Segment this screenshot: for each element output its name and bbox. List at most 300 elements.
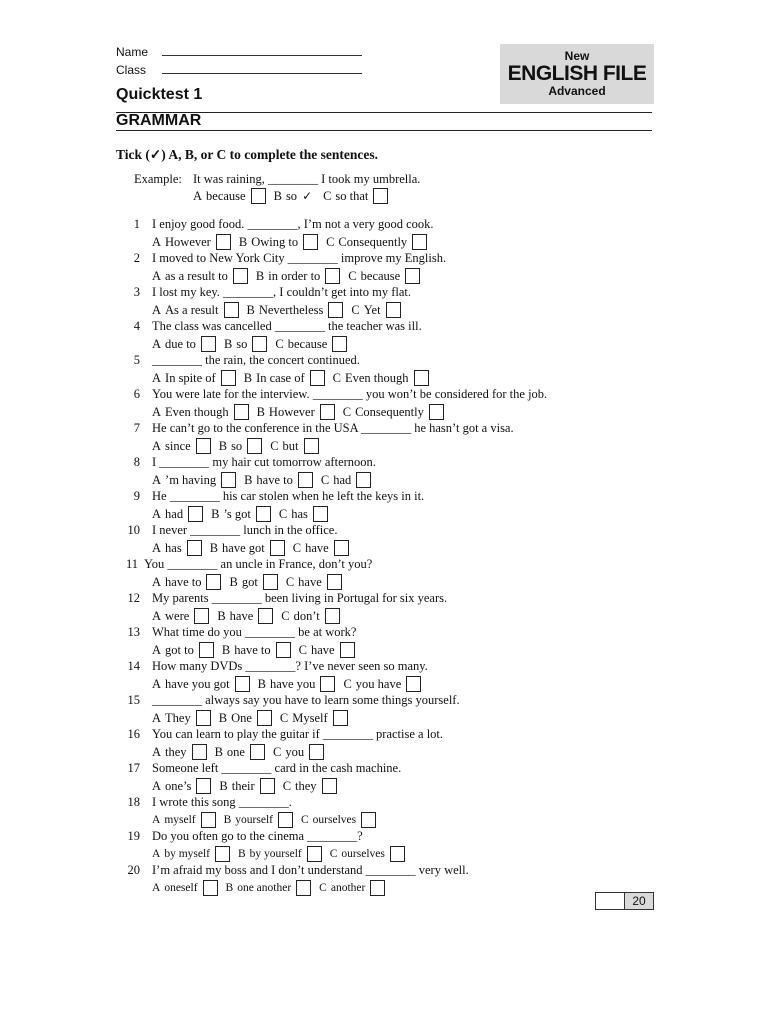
- score-box: [595, 892, 654, 910]
- answer-checkbox[interactable]: [327, 574, 342, 590]
- answer-checkbox[interactable]: [187, 540, 202, 556]
- question-number: 2: [133, 251, 140, 265]
- option-letter: B: [257, 676, 266, 691]
- answer-option[interactable]: [152, 404, 249, 420]
- example-options: [193, 188, 396, 204]
- question-options: [152, 336, 355, 352]
- answer-checkbox[interactable]: [373, 188, 388, 204]
- answer-option[interactable]: [224, 812, 293, 828]
- question-text: I wrote this song ________.: [152, 795, 292, 809]
- question: [0, 523, 768, 540]
- answer-checkbox[interactable]: [270, 540, 285, 556]
- answer-option[interactable]: [348, 268, 420, 284]
- option-letter: C: [279, 710, 289, 725]
- question-text: The class was cancelled ________ the teacher was ill.: [152, 319, 422, 333]
- question: [0, 761, 768, 778]
- option-letter: A: [152, 882, 161, 894]
- answer-option[interactable]: [274, 189, 315, 204]
- option-text: has: [291, 506, 308, 521]
- question-text: You ________ an uncle in France, don’t you?: [144, 557, 373, 571]
- question: [0, 625, 768, 642]
- logo-line-new: New: [564, 49, 590, 63]
- question-options: [152, 608, 348, 624]
- answer-option[interactable]: [330, 846, 405, 862]
- answer-option[interactable]: [215, 744, 265, 760]
- option-letter: C: [329, 848, 338, 860]
- option-letter: A: [152, 814, 161, 826]
- answer-option[interactable]: [152, 438, 211, 454]
- option-text: In spite of: [165, 370, 216, 385]
- answer-checkbox[interactable]: [215, 846, 230, 862]
- option-letter: A: [152, 848, 161, 860]
- option-letter: C: [272, 744, 282, 759]
- option-letter: B: [217, 608, 226, 623]
- answer-checkbox[interactable]: [233, 268, 248, 284]
- question-number: 12: [127, 591, 140, 605]
- option-text: yourself: [235, 814, 273, 826]
- answer-option[interactable]: [152, 268, 248, 284]
- answer-option[interactable]: [219, 438, 262, 454]
- option-text: have: [305, 540, 329, 555]
- option-letter: C: [348, 268, 357, 283]
- answer-checkbox[interactable]: [390, 846, 405, 862]
- answer-checkbox[interactable]: [257, 710, 272, 726]
- option-text: so: [285, 188, 298, 203]
- question: [0, 319, 768, 336]
- question-text: My parents ________ been living in Portugal for six years.: [152, 591, 448, 605]
- question-options: [152, 880, 393, 896]
- option-text: They: [165, 710, 191, 725]
- answer-option[interactable]: [281, 608, 340, 624]
- option-text: In case of: [256, 370, 305, 385]
- answer-option[interactable]: [299, 642, 355, 658]
- answer-option[interactable]: [238, 846, 322, 862]
- answer-checkbox[interactable]: [309, 744, 324, 760]
- answer-option[interactable]: [280, 710, 348, 726]
- option-text: because: [206, 188, 246, 203]
- option-letter: B: [218, 710, 228, 725]
- option-letter: A: [193, 188, 203, 203]
- option-text: one: [226, 744, 245, 759]
- option-text: One: [231, 710, 252, 725]
- answer-option[interactable]: [219, 778, 274, 794]
- option-letter: B: [218, 438, 228, 453]
- question: [0, 489, 768, 506]
- answer-option[interactable]: [333, 370, 429, 386]
- instruction-after: ) A, B, or C to complete the sentences.: [161, 147, 379, 162]
- option-text: so that: [335, 188, 369, 203]
- option-letter: B: [256, 404, 265, 419]
- option-text: ’m having: [165, 472, 217, 487]
- answer-checkbox[interactable]: [320, 404, 335, 420]
- option-letter: B: [238, 234, 248, 249]
- answer-option[interactable]: [224, 336, 267, 352]
- answer-option[interactable]: [152, 846, 230, 862]
- answer-option[interactable]: [256, 268, 340, 284]
- answer-option[interactable]: [152, 608, 209, 624]
- answer-checkbox[interactable]: [356, 472, 371, 488]
- option-letter: B: [229, 574, 238, 589]
- answer-checkbox[interactable]: [196, 778, 211, 794]
- answer-option[interactable]: [273, 744, 324, 760]
- question: [0, 353, 768, 370]
- option-text: have got: [222, 540, 265, 555]
- answer-option[interactable]: [229, 574, 277, 590]
- question-number: 8: [133, 455, 140, 469]
- option-letter: C: [320, 472, 330, 487]
- answer-checkbox[interactable]: [206, 574, 221, 590]
- option-letter: C: [285, 574, 295, 589]
- option-letter: A: [152, 676, 162, 691]
- answer-option[interactable]: [343, 676, 421, 692]
- option-letter: A: [152, 608, 162, 623]
- answer-checkbox[interactable]: [224, 302, 239, 318]
- option-text: because: [287, 336, 328, 351]
- score-input[interactable]: [596, 893, 625, 909]
- answer-option[interactable]: [326, 234, 427, 250]
- answer-option[interactable]: [283, 778, 337, 794]
- answer-option[interactable]: [257, 404, 335, 420]
- answer-option[interactable]: [270, 438, 318, 454]
- answer-option[interactable]: [152, 336, 216, 352]
- answer-checkbox[interactable]: [322, 778, 337, 794]
- question-number: 10: [127, 523, 140, 537]
- class-label: Class: [116, 63, 147, 77]
- answer-option[interactable]: [343, 404, 444, 420]
- answer-option[interactable]: [286, 574, 342, 590]
- answer-option[interactable]: [152, 472, 236, 488]
- answer-checkbox[interactable]: [203, 880, 218, 896]
- answer-checkbox[interactable]: [298, 472, 313, 488]
- option-text: Consequently: [355, 404, 424, 419]
- question-text: Someone left ________ card in the cash machine.: [152, 761, 402, 775]
- question-number: 7: [133, 421, 140, 435]
- answer-option[interactable]: [152, 540, 202, 556]
- answer-checkbox[interactable]: [405, 268, 420, 284]
- option-letter: B: [223, 336, 233, 351]
- section-heading: GRAMMAR: [116, 112, 202, 129]
- option-letter: C: [281, 608, 290, 623]
- question-text: You were late for the interview. ________ you won’t be considered for the job.: [152, 387, 548, 401]
- question: [0, 693, 768, 710]
- question: [0, 863, 768, 880]
- question-text: ________ the rain, the concert continued.: [152, 353, 360, 367]
- answer-checkbox[interactable]: [414, 370, 429, 386]
- option-letter: C: [351, 302, 360, 317]
- answer-checkbox[interactable]: [258, 608, 273, 624]
- answer-checkbox[interactable]: [406, 676, 421, 692]
- answer-checkbox[interactable]: [313, 506, 328, 522]
- tick-icon: ✓: [149, 147, 162, 162]
- question-options: [152, 744, 332, 760]
- option-letter: B: [246, 302, 255, 317]
- answer-option[interactable]: [193, 188, 266, 204]
- question: [0, 455, 768, 472]
- option-text: have: [229, 608, 254, 623]
- option-letter: A: [152, 302, 162, 317]
- answer-option[interactable]: [152, 302, 239, 318]
- question: [0, 727, 768, 744]
- option-letter: C: [300, 814, 309, 826]
- question: [0, 387, 768, 404]
- option-text: since: [165, 438, 191, 453]
- question-options: [152, 710, 356, 726]
- option-text: by myself: [164, 848, 210, 860]
- option-letter: C: [323, 188, 332, 203]
- option-letter: C: [319, 882, 327, 894]
- answer-checkbox[interactable]: [386, 302, 401, 318]
- answer-option[interactable]: [152, 812, 216, 828]
- answer-option[interactable]: [152, 370, 236, 386]
- answer-option[interactable]: [319, 880, 385, 896]
- answer-checkbox[interactable]: [260, 778, 275, 794]
- option-text: Even though: [345, 370, 409, 385]
- answer-checkbox[interactable]: [192, 744, 207, 760]
- answer-option[interactable]: [152, 676, 250, 692]
- answer-option[interactable]: [152, 642, 214, 658]
- question-options: [152, 438, 327, 454]
- option-letter: A: [152, 370, 162, 385]
- option-text: Even though: [165, 404, 229, 419]
- option-text: Yet: [363, 302, 381, 317]
- option-text: has: [165, 540, 182, 555]
- question-text: What time do you ________ be at work?: [152, 625, 357, 639]
- option-letter: C: [292, 540, 302, 555]
- answer-checkbox[interactable]: [296, 880, 311, 896]
- option-text: Nevertheless: [258, 302, 324, 317]
- answer-checkbox[interactable]: [328, 302, 343, 318]
- answer-checkbox[interactable]: [334, 540, 349, 556]
- answer-checkbox[interactable]: [250, 744, 265, 760]
- answer-checkbox[interactable]: [370, 880, 385, 896]
- answer-checkbox[interactable]: [333, 710, 348, 726]
- option-text: in order to: [268, 268, 321, 283]
- answer-checkbox[interactable]: [325, 608, 340, 624]
- question-text: He can’t go to the conference in the USA ________ he hasn’t got a visa.: [152, 421, 514, 435]
- answer-checkbox[interactable]: [307, 846, 322, 862]
- question-options: [152, 846, 413, 862]
- option-letter: B: [221, 642, 231, 657]
- question-options: [152, 370, 437, 386]
- option-letter: C: [282, 778, 292, 793]
- answer-checkbox[interactable]: [310, 370, 325, 386]
- answer-option[interactable]: [210, 540, 285, 556]
- option-letter: B: [243, 370, 253, 385]
- answer-option[interactable]: [152, 880, 218, 896]
- option-text: ourselves: [312, 814, 357, 826]
- page-title: Quicktest 1: [116, 86, 203, 103]
- option-letter: A: [152, 506, 162, 521]
- option-text: got: [241, 574, 258, 589]
- option-text: Myself: [292, 710, 328, 725]
- option-text: ’s got: [223, 506, 251, 521]
- answer-checkbox[interactable]: [196, 710, 211, 726]
- question-options: [152, 540, 357, 556]
- option-letter: A: [152, 710, 162, 725]
- answer-option[interactable]: [152, 506, 203, 522]
- answer-option[interactable]: [152, 574, 221, 590]
- answer-option[interactable]: [152, 778, 211, 794]
- question-options: [152, 642, 363, 658]
- answer-checkbox[interactable]: [251, 188, 266, 204]
- example-question: [0, 172, 768, 189]
- question-number: 14: [127, 659, 140, 673]
- question-number: 19: [127, 829, 140, 843]
- question-text: I moved to New York City ________ improve my English.: [152, 251, 447, 265]
- option-letter: A: [152, 642, 162, 657]
- option-text: have: [311, 642, 335, 657]
- answer-checkbox[interactable]: [221, 472, 236, 488]
- answer-option[interactable]: [351, 302, 400, 318]
- answer-option[interactable]: [323, 188, 388, 204]
- answer-option[interactable]: [239, 234, 318, 250]
- answer-checkbox[interactable]: [201, 336, 216, 352]
- question-options: [152, 404, 452, 420]
- option-text: due to: [165, 336, 196, 351]
- option-text: got to: [165, 642, 194, 657]
- option-text: so: [231, 438, 243, 453]
- answer-checkbox[interactable]: [304, 438, 319, 454]
- answer-option[interactable]: [321, 472, 371, 488]
- answer-checkbox[interactable]: [276, 642, 291, 658]
- question-text: I never ________ lunch in the office.: [152, 523, 338, 537]
- option-text: have to: [165, 574, 202, 589]
- option-text: were: [165, 608, 190, 623]
- option-letter: A: [152, 336, 162, 351]
- answer-checkbox[interactable]: [332, 336, 347, 352]
- option-letter: A: [152, 540, 162, 555]
- answer-checkbox[interactable]: [196, 438, 211, 454]
- answer-option[interactable]: [152, 710, 211, 726]
- question-options: [152, 574, 350, 590]
- answer-option[interactable]: [258, 676, 336, 692]
- option-text: so: [236, 336, 248, 351]
- example-text: It was raining, ________ I took my umbrella.: [193, 172, 421, 186]
- question-number: 1: [133, 217, 140, 231]
- option-text: oneself: [164, 882, 198, 894]
- question-options: [152, 506, 336, 522]
- option-letter: C: [278, 506, 288, 521]
- option-letter: C: [332, 370, 341, 385]
- answer-checkbox[interactable]: [247, 438, 262, 454]
- answer-option[interactable]: [211, 506, 271, 522]
- answer-option[interactable]: [279, 506, 328, 522]
- option-text: had: [165, 506, 184, 521]
- answer-checkbox[interactable]: [234, 404, 249, 420]
- answer-checkbox[interactable]: [194, 608, 209, 624]
- question-number: 4: [133, 319, 140, 333]
- question-text: I lost my key. ________, I couldn’t get into my flat.: [152, 285, 411, 299]
- option-letter: B: [273, 188, 282, 203]
- option-text: have to: [234, 642, 271, 657]
- option-text: don’t: [293, 608, 320, 623]
- option-text: have you: [269, 676, 316, 691]
- option-letter: C: [326, 234, 335, 249]
- answer-option[interactable]: [301, 812, 376, 828]
- answer-checkbox[interactable]: [221, 370, 236, 386]
- answer-checkbox[interactable]: [320, 676, 335, 692]
- option-letter: B: [209, 540, 219, 555]
- answer-checkbox[interactable]: [252, 336, 267, 352]
- answer-checkbox[interactable]: [188, 506, 203, 522]
- answer-option[interactable]: [244, 370, 325, 386]
- question: [0, 557, 768, 574]
- option-text: they: [165, 744, 187, 759]
- question: [0, 217, 768, 234]
- question-text: He ________ his car stolen when he left the keys in it.: [152, 489, 425, 503]
- answer-checkbox[interactable]: [256, 506, 271, 522]
- option-text: you: [285, 744, 305, 759]
- answer-option[interactable]: [217, 608, 273, 624]
- question-options: [152, 234, 435, 250]
- answer-option[interactable]: [152, 234, 231, 250]
- answer-option[interactable]: [275, 336, 347, 352]
- answer-checkbox[interactable]: [340, 642, 355, 658]
- question-number: 6: [133, 387, 140, 401]
- answer-checkbox[interactable]: [235, 676, 250, 692]
- option-letter: A: [152, 744, 162, 759]
- question-text: ________ always say you have to learn some things yourself.: [152, 693, 460, 707]
- answer-checkbox[interactable]: [201, 812, 216, 828]
- question-number: 13: [127, 625, 140, 639]
- question: [0, 659, 768, 676]
- answer-option[interactable]: [293, 540, 349, 556]
- question-number: 16: [127, 727, 140, 741]
- option-text: have: [298, 574, 322, 589]
- option-letter: B: [214, 744, 223, 759]
- answer-checkbox[interactable]: [199, 642, 214, 658]
- answer-option[interactable]: [222, 642, 291, 658]
- answer-option[interactable]: [152, 744, 207, 760]
- question-text: I enjoy good food. ________, I’m not a very good cook.: [152, 217, 434, 231]
- answer-checkbox[interactable]: [263, 574, 278, 590]
- option-letter: B: [223, 814, 232, 826]
- logo-line-title: ENGLISH FILE: [507, 62, 647, 85]
- question-text: Do you often go to the cinema ________?: [152, 829, 363, 843]
- question: [0, 795, 768, 812]
- option-letter: B: [244, 472, 253, 487]
- option-letter: A: [152, 268, 162, 283]
- option-text: another: [330, 882, 366, 894]
- answer-option[interactable]: [226, 880, 312, 896]
- score-total: 20: [625, 893, 653, 909]
- option-letter: C: [342, 404, 352, 419]
- instruction-before: Tick (: [116, 147, 150, 162]
- answer-option[interactable]: [244, 472, 313, 488]
- question-number: 17: [127, 761, 140, 775]
- option-letter: A: [152, 234, 162, 249]
- answer-checkbox[interactable]: [325, 268, 340, 284]
- question: [0, 591, 768, 608]
- answer-checkbox[interactable]: [412, 234, 427, 250]
- option-text: However: [165, 234, 211, 249]
- answer-option[interactable]: [247, 302, 344, 318]
- option-letter: B: [225, 882, 234, 894]
- answer-checkbox[interactable]: [361, 812, 376, 828]
- answer-checkbox[interactable]: [216, 234, 231, 250]
- answer-checkbox[interactable]: [303, 234, 318, 250]
- answer-checkbox[interactable]: [429, 404, 444, 420]
- question: [0, 285, 768, 302]
- answer-option[interactable]: [219, 710, 272, 726]
- option-text: However: [268, 404, 315, 419]
- option-text: but: [282, 438, 299, 453]
- option-letter: B: [219, 778, 228, 793]
- answer-checkbox[interactable]: [278, 812, 293, 828]
- option-letter: A: [152, 574, 162, 589]
- option-letter: C: [298, 642, 307, 657]
- question: [0, 829, 768, 846]
